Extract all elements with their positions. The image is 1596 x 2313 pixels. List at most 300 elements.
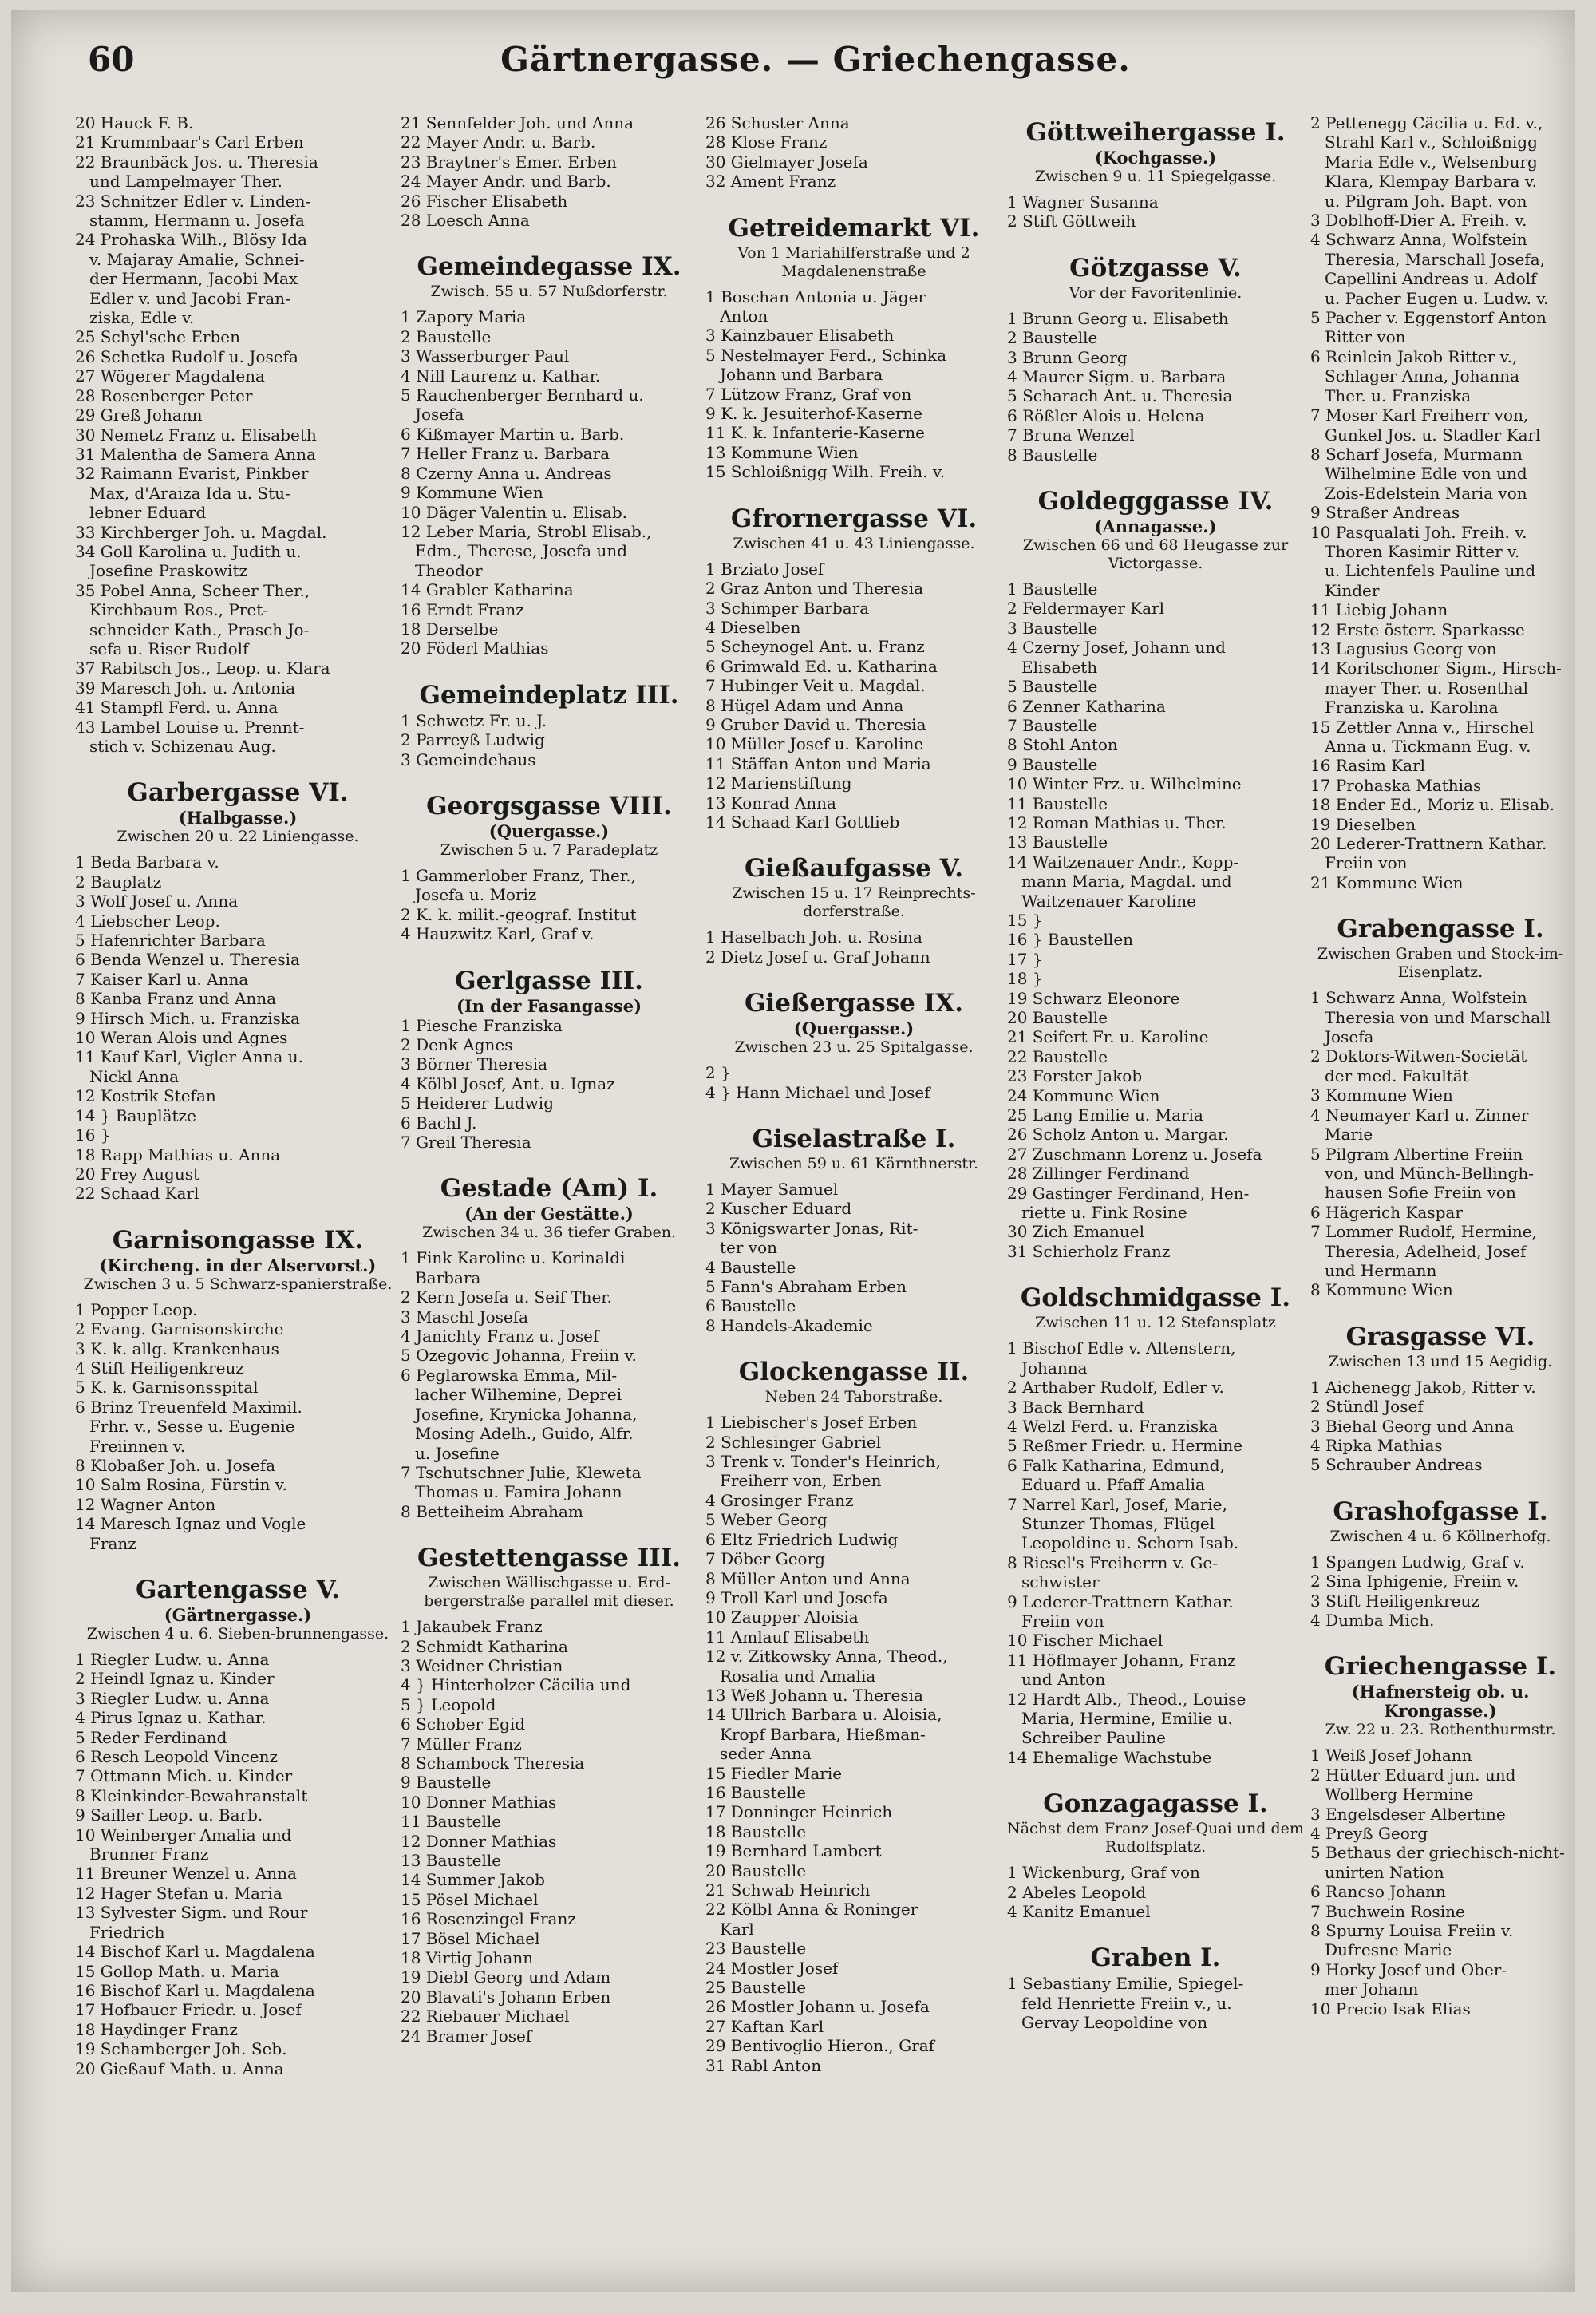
list-item: 2 Abeles Leopold bbox=[1007, 1882, 1147, 1902]
list-item: Franz bbox=[89, 1533, 136, 1553]
list-item: 3 Königswarter Jonas, Rit- bbox=[705, 1218, 918, 1238]
list-item: 14 Ehemalige Wachstube bbox=[1007, 1747, 1212, 1767]
list-item: 19 Dieselben bbox=[1310, 814, 1416, 834]
list-item: 28 Rosenberger Peter bbox=[75, 386, 253, 405]
street-alias: (In der Fasangasse) bbox=[456, 995, 642, 1016]
list-item: 9 Hirsch Mich. u. Franziska bbox=[75, 1008, 300, 1028]
list-item: 29 Bentivoglio Hieron., Graf bbox=[705, 2036, 935, 2056]
list-item: 25 Baustelle bbox=[705, 1978, 807, 1998]
list-item: 1 Baustelle bbox=[1007, 579, 1098, 599]
list-item: 3 Wolf Josef u. Anna bbox=[75, 892, 239, 911]
list-item: 20 Baustelle bbox=[705, 1860, 807, 1880]
list-item: Nickl Anna bbox=[89, 1066, 180, 1086]
list-item: 30 Zich Emanuel bbox=[1007, 1222, 1145, 1242]
list-item: 10 Salm Rosina, Fürstin v. bbox=[75, 1475, 287, 1495]
list-item: 5 Rauchenberger Bernhard u. bbox=[401, 386, 644, 405]
list-item: Franziska u. Karolina bbox=[1325, 698, 1499, 718]
list-item: 3 Stift Heiligenkreuz bbox=[1310, 1591, 1479, 1611]
list-item: 8 Kleinkinder-Bewahranstalt bbox=[75, 1785, 308, 1805]
list-item: 5 Ozegovic Johanna, Freiin v. bbox=[401, 1346, 637, 1366]
list-item: 3 Engelsdeser Albertine bbox=[1310, 1804, 1506, 1824]
column-3 bbox=[705, 113, 1002, 2284]
list-item: 18 Haydinger Franz bbox=[75, 2019, 238, 2039]
page-header bbox=[88, 40, 1543, 88]
list-item: 6 Kißmayer Martin u. Barb. bbox=[401, 424, 625, 444]
list-item: 3 Brunn Georg bbox=[1007, 347, 1128, 367]
list-item: 5 } Leopold bbox=[401, 1694, 496, 1714]
list-item: lacher Wilhemine, Deprei bbox=[415, 1385, 622, 1405]
list-item: Freiherr von, Erben bbox=[720, 1471, 882, 1491]
list-item: 23 Forster Jakob bbox=[1007, 1066, 1143, 1086]
list-item: und Lampelmayer Ther. bbox=[89, 172, 282, 192]
list-item: 12 Erste österr. Sparkasse bbox=[1310, 619, 1525, 639]
list-item: 8 Scharf Josefa, Murmann bbox=[1310, 444, 1523, 464]
list-item: 11 Amlauf Elisabeth bbox=[705, 1627, 870, 1647]
list-item: 2 Graz Anton und Theresia bbox=[705, 579, 924, 599]
list-item: Freiin von bbox=[1325, 853, 1408, 873]
list-item: 3 Maschl Josefa bbox=[401, 1307, 529, 1327]
list-item: 15 Zettler Anna v., Hirschel bbox=[1310, 717, 1535, 737]
list-item: 20 Blavati's Johann Erben bbox=[401, 1987, 611, 2007]
list-item: 20 Gießauf Math. u. Anna bbox=[75, 2058, 284, 2078]
list-item: Josefine, Krynicka Johanna, bbox=[415, 1404, 638, 1424]
street-location-note: Zwischen 23 u. 25 Spitalgasse. bbox=[734, 1038, 974, 1057]
list-item: 14 Waitzenauer Andr., Kopp- bbox=[1007, 852, 1239, 872]
list-item: 14 Grabler Katharina bbox=[401, 580, 574, 600]
list-item: 12 Kostrik Stefan bbox=[75, 1086, 216, 1106]
list-item: 17 Bösel Michael bbox=[401, 1928, 540, 1948]
list-item: Klara, Klempay Barbara v. bbox=[1325, 172, 1538, 192]
list-item: 14 Ullrich Barbara u. Aloisia, bbox=[705, 1705, 942, 1725]
resident-list bbox=[1007, 1338, 1304, 1767]
list-item: 12 Wagner Anton bbox=[75, 1494, 216, 1514]
list-item: Theodor bbox=[415, 560, 483, 580]
list-item: Elisabeth bbox=[1021, 657, 1098, 677]
list-item: 4 Baustelle bbox=[705, 1257, 796, 1277]
list-item: 16 Bischof Karl u. Magdalena bbox=[75, 1980, 315, 2000]
resident-list bbox=[75, 1300, 401, 1553]
list-item: 2 Kern Josefa u. Seif Ther. bbox=[401, 1287, 613, 1307]
list-item: 2 Pettenegg Cäcilia u. Ed. v., bbox=[1310, 113, 1543, 132]
list-item: 7 Ottmann Mich. u. Kinder bbox=[75, 1766, 293, 1786]
street-section bbox=[401, 251, 697, 658]
list-item: 20 Frey August bbox=[75, 1164, 200, 1184]
list-item: 4 Dieselben bbox=[705, 617, 801, 637]
page-title: Gärtnergasse. — Griechengasse. bbox=[500, 40, 1131, 79]
street-section bbox=[1310, 1321, 1570, 1475]
list-item: Edm., Therese, Josefa und bbox=[415, 541, 628, 561]
list-item: 12 Marienstiftung bbox=[705, 773, 852, 793]
list-item: 5 Hafenrichter Barbara bbox=[75, 931, 266, 951]
list-item: 2 Heindl Ignaz u. Kinder bbox=[75, 1669, 275, 1689]
list-item: 4 } Hinterholzer Cäcilia und bbox=[401, 1675, 631, 1695]
list-item: 35 Pobel Anna, Scheer Ther., bbox=[75, 580, 310, 600]
street-location-note: Zwischen Graben und Stock-im-Eisenplatz. bbox=[1317, 945, 1564, 982]
street-title: Gießergasse IX. bbox=[744, 989, 964, 1018]
list-item: 2 Hütter Eduard jun. und bbox=[1310, 1765, 1516, 1785]
list-item: 1 Jakaubek Franz bbox=[401, 1617, 543, 1637]
street-title: Grashofgasse I. bbox=[1333, 1497, 1548, 1526]
list-item: 8 Kommune Wien bbox=[1310, 1280, 1453, 1300]
list-item: 3 K. k. allg. Krankenhaus bbox=[75, 1338, 279, 1358]
list-item: Karl bbox=[720, 1919, 754, 1939]
list-item: 33 Kirchberger Joh. u. Magdal. bbox=[75, 522, 327, 542]
street-alias: (Gärtnergasse.) bbox=[164, 1605, 312, 1625]
list-item: Schlager Anna, Johanna bbox=[1325, 366, 1520, 386]
list-item: 1 Wickenburg, Graf von bbox=[1007, 1863, 1200, 1883]
list-item: 1 Fink Karoline u. Korinaldi bbox=[401, 1248, 626, 1268]
list-item: 26 Fischer Elisabeth bbox=[401, 191, 568, 211]
street-alias: (Kircheng. in der Alservorst.) bbox=[99, 1255, 377, 1275]
list-item: 14 Maresch Ignaz und Vogle bbox=[75, 1514, 306, 1534]
list-item: 5 Reder Ferdinand bbox=[75, 1727, 227, 1747]
list-item: Theresia, Adelheid, Josef bbox=[1325, 1241, 1527, 1261]
street-location-note: Zwischen 59 u. 61 Kärnthnerstr. bbox=[729, 1155, 979, 1172]
list-item: 11 Höflmayer Johann, Franz bbox=[1007, 1650, 1236, 1670]
column-2 bbox=[401, 113, 697, 2284]
list-item: 2 Feldermayer Karl bbox=[1007, 599, 1165, 619]
list-item: 3 Doblhoff-Dier A. Freih. v. bbox=[1310, 211, 1527, 231]
list-item: 23 Baustelle bbox=[705, 1939, 807, 1959]
street-section bbox=[705, 852, 1002, 967]
list-item: Zois-Edelstein Maria von bbox=[1325, 483, 1527, 503]
list-item: Kropf Barbara, Hießman- bbox=[720, 1724, 926, 1744]
list-item: 18 Baustelle bbox=[705, 1821, 807, 1841]
list-item: Stunzer Thomas, Flügel bbox=[1021, 1513, 1215, 1533]
list-item: 18 Ender Ed., Moriz u. Elisab. bbox=[1310, 795, 1555, 815]
list-item: 15 Schloißnigg Wilh. Freih. v. bbox=[705, 462, 946, 482]
list-item: 2 Schmidt Katharina bbox=[401, 1636, 568, 1656]
list-item: 15 } bbox=[1007, 910, 1043, 930]
resident-list bbox=[705, 1413, 1002, 2075]
street-section bbox=[401, 790, 697, 944]
list-item: 7 Narrel Karl, Josef, Marie, bbox=[1007, 1494, 1227, 1514]
list-item: Josefa u. Moriz bbox=[415, 885, 537, 905]
list-item: Thoren Kasimir Ritter v. bbox=[1325, 541, 1520, 561]
street-alias: (Quergasse.) bbox=[793, 1018, 915, 1039]
list-item: 5 Schrauber Andreas bbox=[1310, 1455, 1483, 1475]
street-alias: (Hafnersteig ob. u. Krongasse.) bbox=[1351, 1682, 1530, 1722]
list-item: 23 Schnitzer Edler v. Linden- bbox=[75, 191, 311, 211]
list-item: 17 Hofbauer Friedr. u. Josef bbox=[75, 2000, 302, 2020]
list-item: 21 Seifert Fr. u. Karoline bbox=[1007, 1027, 1209, 1047]
list-item: 3 Trenk v. Tonder's Heinrich, bbox=[705, 1452, 941, 1472]
street-section bbox=[401, 113, 697, 230]
list-item: 28 Klose Franz bbox=[705, 132, 828, 152]
street-title: Götzgasse V. bbox=[1069, 253, 1242, 283]
list-item: Johanna bbox=[1021, 1358, 1088, 1378]
list-item: 10 Weinberger Amalia und bbox=[75, 1825, 292, 1844]
list-item: 22 Kölbl Anna & Roninger bbox=[705, 1900, 918, 1920]
list-item: 8 Klobaßer Joh. u. Josefa bbox=[75, 1455, 276, 1475]
list-item: Anton bbox=[720, 306, 768, 326]
list-item: Anna u. Tickmann Eug. v. bbox=[1325, 737, 1531, 756]
list-item: 6 Falk Katharina, Edmund, bbox=[1007, 1455, 1225, 1475]
street-location-note: Zwischen 4 u. 6. Sieben-brunnengasse. bbox=[86, 1625, 389, 1643]
list-item: 3 Börner Theresia bbox=[401, 1054, 548, 1074]
list-item: 19 Schwarz Eleonore bbox=[1007, 988, 1180, 1008]
street-section bbox=[1007, 1942, 1304, 2032]
street-location-note: Zwischen 4 u. 6 Köllnerhofg. bbox=[1329, 1527, 1551, 1545]
resident-list bbox=[1310, 1552, 1570, 1631]
list-item: 21 Sennfelder Joh. und Anna bbox=[401, 113, 634, 132]
list-item: 28 Loesch Anna bbox=[401, 211, 530, 231]
list-item: Kinder bbox=[1325, 580, 1380, 600]
list-item: 24 Kommune Wien bbox=[1007, 1085, 1160, 1105]
list-item: 3 Baustelle bbox=[1007, 618, 1098, 638]
list-item: Thomas u. Famira Johann bbox=[415, 1482, 622, 1502]
street-title: Georgsgasse VIII. bbox=[426, 791, 672, 820]
street-section bbox=[705, 1356, 1002, 2075]
list-item: 9 Baustelle bbox=[401, 1773, 492, 1793]
list-item: 9 Straßer Andreas bbox=[1310, 503, 1460, 523]
list-item: Max, d'Araiza Ida u. Stu- bbox=[89, 483, 290, 503]
list-item: 13 Kommune Wien bbox=[705, 442, 859, 462]
list-item: 1 Spangen Ludwig, Graf v. bbox=[1310, 1552, 1525, 1572]
list-item: von, und Münch-Bellingh- bbox=[1325, 1163, 1534, 1183]
list-item: 9 Gruber David u. Theresia bbox=[705, 714, 926, 734]
street-section bbox=[1310, 1496, 1570, 1631]
list-item: 6 Rößler Alois u. Helena bbox=[1007, 405, 1205, 425]
list-item: 11 Kauf Karl, Vigler Anna u. bbox=[75, 1047, 304, 1067]
list-item: 20 Föderl Mathias bbox=[401, 639, 549, 658]
directory-page bbox=[11, 10, 1575, 2292]
list-item: 11 Baustelle bbox=[401, 1812, 502, 1832]
street-section bbox=[705, 212, 1002, 482]
list-item: 15 Pösel Michael bbox=[401, 1889, 539, 1909]
street-location-note: Zwischen 41 u. 43 Liniengasse. bbox=[733, 534, 975, 552]
list-item: 9 Baustelle bbox=[1007, 754, 1098, 774]
list-item: 1 Liebischer's Josef Erben bbox=[705, 1413, 918, 1433]
list-item: 6 Grimwald Ed. u. Katharina bbox=[705, 656, 938, 676]
list-item: 5 Weber Georg bbox=[705, 1510, 828, 1530]
list-item: u. Pacher Eugen u. Ludw. v. bbox=[1325, 288, 1549, 308]
list-item: 24 Prohaska Wilh., Blösy Ida bbox=[75, 230, 307, 250]
list-item: 24 Mostler Josef bbox=[705, 1958, 839, 1978]
street-section bbox=[75, 1224, 401, 1553]
list-item: Theresia von und Marschall bbox=[1325, 1007, 1551, 1027]
list-item: 22 Riebauer Michael bbox=[401, 2007, 570, 2026]
list-item: 6 Eltz Friedrich Ludwig bbox=[705, 1529, 899, 1549]
list-item: 21 Kommune Wien bbox=[1310, 872, 1464, 892]
list-item: 1 Schwarz Anna, Wolfstein bbox=[1310, 988, 1527, 1008]
column-4 bbox=[1007, 113, 1304, 2284]
list-item: 4 Stift Heiligenkreuz bbox=[75, 1358, 244, 1378]
list-item: ziska, Edle v. bbox=[89, 308, 195, 328]
resident-list bbox=[401, 711, 697, 769]
list-item: 5 Nestelmayer Ferd., Schinka bbox=[705, 345, 947, 365]
resident-list bbox=[1007, 309, 1304, 465]
list-item: 13 Lagusius Georg von bbox=[1310, 639, 1497, 658]
street-title: Goldschmidgasse I. bbox=[1020, 1283, 1291, 1313]
list-item: 2 Arthaber Rudolf, Edler v. bbox=[1007, 1378, 1224, 1398]
list-item: 4 Neumayer Karl u. Zinner bbox=[1310, 1105, 1529, 1125]
list-item: feld Henriette Freiin v., u. bbox=[1021, 1993, 1232, 2013]
list-item: 10 Donner Mathias bbox=[401, 1792, 557, 1812]
list-item: u. Pilgram Joh. Bapt. von bbox=[1325, 191, 1527, 211]
list-item: Gunkel Jos. u. Stadler Karl bbox=[1325, 425, 1541, 445]
list-item: 4 Welzl Ferd. u. Franziska bbox=[1007, 1416, 1219, 1436]
list-item: 4 Grosinger Franz bbox=[705, 1490, 854, 1510]
list-item: 5 Reßmer Friedr. u. Hermine bbox=[1007, 1436, 1243, 1456]
list-item: 18 Virtig Johann bbox=[401, 1948, 534, 1968]
list-item: 7 Greil Theresia bbox=[401, 1133, 531, 1153]
list-item: 12 v. Zitkowsky Anna, Theod., bbox=[705, 1647, 948, 1667]
list-item: 9 K. k. Jesuiterhof-Kaserne bbox=[705, 404, 923, 424]
list-item: Marie bbox=[1325, 1125, 1373, 1145]
street-title: Grasgasse VI. bbox=[1345, 1322, 1535, 1351]
street-section bbox=[705, 503, 1002, 832]
list-item: 1 Haselbach Joh. u. Rosina bbox=[705, 927, 922, 947]
list-item: 12 Donner Mathias bbox=[401, 1831, 557, 1851]
street-title: Göttweihergasse I. bbox=[1025, 118, 1286, 147]
list-item: 4 } Hann Michael und Josef bbox=[705, 1082, 930, 1102]
list-item: 26 Schetka Rudolf u. Josefa bbox=[75, 346, 298, 366]
resident-list bbox=[401, 1617, 697, 2046]
resident-list bbox=[1310, 113, 1570, 892]
street-location-note: Zwischen 66 und 68 Heugasse zur Victorgasse. bbox=[1022, 536, 1289, 573]
street-title: Grabengasse I. bbox=[1337, 915, 1544, 944]
list-item: 32 Ament Franz bbox=[705, 172, 836, 192]
list-item: 17 Prohaska Mathias bbox=[1310, 775, 1482, 795]
street-location-note: Zwischen 34 u. 36 tiefer Graben. bbox=[421, 1224, 677, 1242]
list-item: Wollberg Hermine bbox=[1325, 1785, 1474, 1805]
list-item: 5 Baustelle bbox=[1007, 677, 1098, 697]
list-item: 17 } bbox=[1007, 949, 1043, 969]
list-item: 7 Hubinger Veit u. Magdal. bbox=[705, 676, 926, 696]
street-section bbox=[1310, 1651, 1570, 2018]
list-item: mann Maria, Magdal. und bbox=[1021, 872, 1232, 892]
list-item: unirten Nation bbox=[1325, 1862, 1444, 1882]
list-item: 2 Stündl Josef bbox=[1310, 1397, 1424, 1417]
list-item: 3 Gemeindehaus bbox=[401, 749, 536, 769]
list-item: Capellini Andreas u. Adolf bbox=[1325, 269, 1537, 289]
street-title: Gemeindegasse IX. bbox=[417, 252, 681, 282]
street-alias: (An der Gestätte.) bbox=[464, 1204, 634, 1224]
resident-list bbox=[1007, 1974, 1304, 2032]
street-section bbox=[1007, 117, 1304, 231]
list-item: 11 Liebig Johann bbox=[1310, 600, 1448, 620]
list-item: 6 Benda Wenzel u. Theresia bbox=[75, 950, 300, 970]
list-item: 12 Leber Maria, Strobl Elisab., bbox=[401, 521, 652, 541]
list-item: 27 Zuschmann Lorenz u. Josefa bbox=[1007, 1144, 1262, 1164]
list-item: 6 Hägerich Kaspar bbox=[1310, 1202, 1463, 1222]
list-item: 2 Kuscher Eduard bbox=[705, 1199, 852, 1219]
list-item: 6 Rancso Johann bbox=[1310, 1882, 1446, 1902]
list-item: riette u. Fink Rosine bbox=[1021, 1203, 1187, 1223]
list-item: 7 Lommer Rudolf, Hermine, bbox=[1310, 1222, 1537, 1242]
list-item: 7 Buchwein Rosine bbox=[1310, 1901, 1465, 1921]
list-item: 5 Scheynogel Ant. u. Franz bbox=[705, 637, 925, 657]
street-alias: (Quergasse.) bbox=[488, 820, 610, 841]
list-item: 31 Rabl Anton bbox=[705, 2055, 822, 2075]
list-item: 2 Dietz Josef u. Graf Johann bbox=[705, 947, 930, 967]
list-item: 2 Baustelle bbox=[1007, 328, 1098, 348]
list-item: sefa u. Riser Rudolf bbox=[89, 639, 249, 658]
street-title: Garnisongasse IX. bbox=[112, 1225, 364, 1255]
list-item: stamm, Hermann u. Josefa bbox=[89, 211, 305, 231]
resident-list bbox=[1310, 1378, 1570, 1475]
list-item: 4 Dumba Mich. bbox=[1310, 1611, 1435, 1630]
street-location-note: Zwischen 15 u. 17 Reinprechts-dorferstraße. bbox=[732, 884, 976, 921]
list-item: 2 Baustelle bbox=[401, 326, 492, 346]
list-item: 4 Schwarz Anna, Wolfstein bbox=[1310, 230, 1527, 250]
list-item: 5 Pacher v. Eggenstorf Anton bbox=[1310, 308, 1547, 328]
list-item: 1 Brziato Josef bbox=[705, 559, 824, 579]
list-item: schwister bbox=[1021, 1572, 1100, 1592]
street-section bbox=[1310, 113, 1570, 892]
list-item: stich v. Schizenau Aug. bbox=[89, 737, 276, 756]
list-item: 28 Zillinger Ferdinand bbox=[1007, 1164, 1190, 1184]
street-location-note: Zwischen 9 u. 11 Spiegelgasse. bbox=[1034, 168, 1277, 185]
list-item: 21 Krummbaar's Carl Erben bbox=[75, 132, 304, 152]
street-alias: (Kochgasse.) bbox=[1094, 148, 1217, 168]
list-item: lebner Eduard bbox=[89, 503, 207, 523]
list-item: Ritter von bbox=[1325, 327, 1406, 347]
list-item: 8 Czerny Anna u. Andreas bbox=[401, 463, 612, 483]
list-item: 8 Spurny Louisa Freiin v. bbox=[1310, 1921, 1514, 1941]
street-section bbox=[401, 965, 697, 1153]
list-item: Barbara bbox=[415, 1267, 481, 1287]
list-item: 5 K. k. Garnisonsspital bbox=[75, 1378, 259, 1398]
list-item: 5 Bethaus der griechisch-nicht- bbox=[1310, 1843, 1565, 1863]
list-item: 2 } bbox=[705, 1063, 731, 1083]
list-item: 19 Bernhard Lambert bbox=[705, 1841, 882, 1861]
street-alias: (Halbgasse.) bbox=[178, 808, 298, 828]
list-item: Josefine Praskowitz bbox=[89, 561, 248, 581]
resident-list bbox=[705, 559, 1002, 832]
list-item: 13 Konrad Anna bbox=[705, 793, 836, 813]
street-title: Gemeindeplatz III. bbox=[419, 680, 679, 710]
list-item: 1 Beda Barbara v. bbox=[75, 852, 219, 872]
list-item: 8 Stohl Anton bbox=[1007, 735, 1118, 755]
list-item: 6 Reinlein Jakob Ritter v., bbox=[1310, 346, 1518, 366]
resident-list bbox=[401, 1248, 697, 1521]
list-item: 4 Nill Laurenz u. Kathar. bbox=[401, 366, 601, 386]
street-location-note: Zw. 22 u. 23. Rothenthurmstr. bbox=[1325, 1721, 1556, 1739]
list-item: 26 Scholz Anton u. Margar. bbox=[1007, 1125, 1229, 1145]
list-item: Josefa bbox=[415, 405, 464, 425]
list-item: 7 Lützow Franz, Graf von bbox=[705, 384, 912, 404]
street-location-note: Neben 24 Taborstraße. bbox=[764, 1388, 943, 1406]
list-item: 26 Mostler Johann u. Josefa bbox=[705, 1997, 930, 2017]
list-item: 18 Derselbe bbox=[401, 619, 499, 639]
list-item: 1 Gammerlober Franz, Ther., bbox=[401, 865, 636, 885]
list-item: 4 Janichty Franz u. Josef bbox=[401, 1327, 599, 1346]
list-item: 12 Hager Stefan u. Maria bbox=[75, 1883, 282, 1903]
list-item: 7 Baustelle bbox=[1007, 715, 1098, 735]
list-item: 13 Baustelle bbox=[1007, 832, 1108, 852]
street-location-note: Nächst dem Franz Josef-Quai und dem Rudolfsplatz. bbox=[1007, 1820, 1304, 1856]
list-item: 10 Precio Isak Elias bbox=[1310, 1999, 1471, 2018]
list-item: 18 Rapp Mathias u. Anna bbox=[75, 1145, 281, 1164]
list-item: Freiin von bbox=[1021, 1611, 1104, 1631]
list-item: Schreiber Pauline bbox=[1021, 1728, 1167, 1748]
list-item: 29 Greß Johann bbox=[75, 405, 203, 425]
list-item: 3 Kainzbauer Elisabeth bbox=[705, 326, 895, 346]
list-item: 6 Resch Leopold Vincenz bbox=[75, 1747, 279, 1767]
resident-list bbox=[1007, 1863, 1304, 1921]
resident-list bbox=[705, 1063, 1002, 1102]
resident-list bbox=[1007, 579, 1304, 1261]
resident-list bbox=[401, 866, 697, 944]
street-section bbox=[705, 1123, 1002, 1335]
page-number: 60 bbox=[88, 40, 135, 79]
resident-list bbox=[705, 287, 1002, 482]
list-item: 18 } bbox=[1007, 969, 1043, 989]
street-title: Graben I. bbox=[1090, 1943, 1221, 1973]
list-item: der Hermann, Jacobi Max bbox=[89, 269, 298, 289]
